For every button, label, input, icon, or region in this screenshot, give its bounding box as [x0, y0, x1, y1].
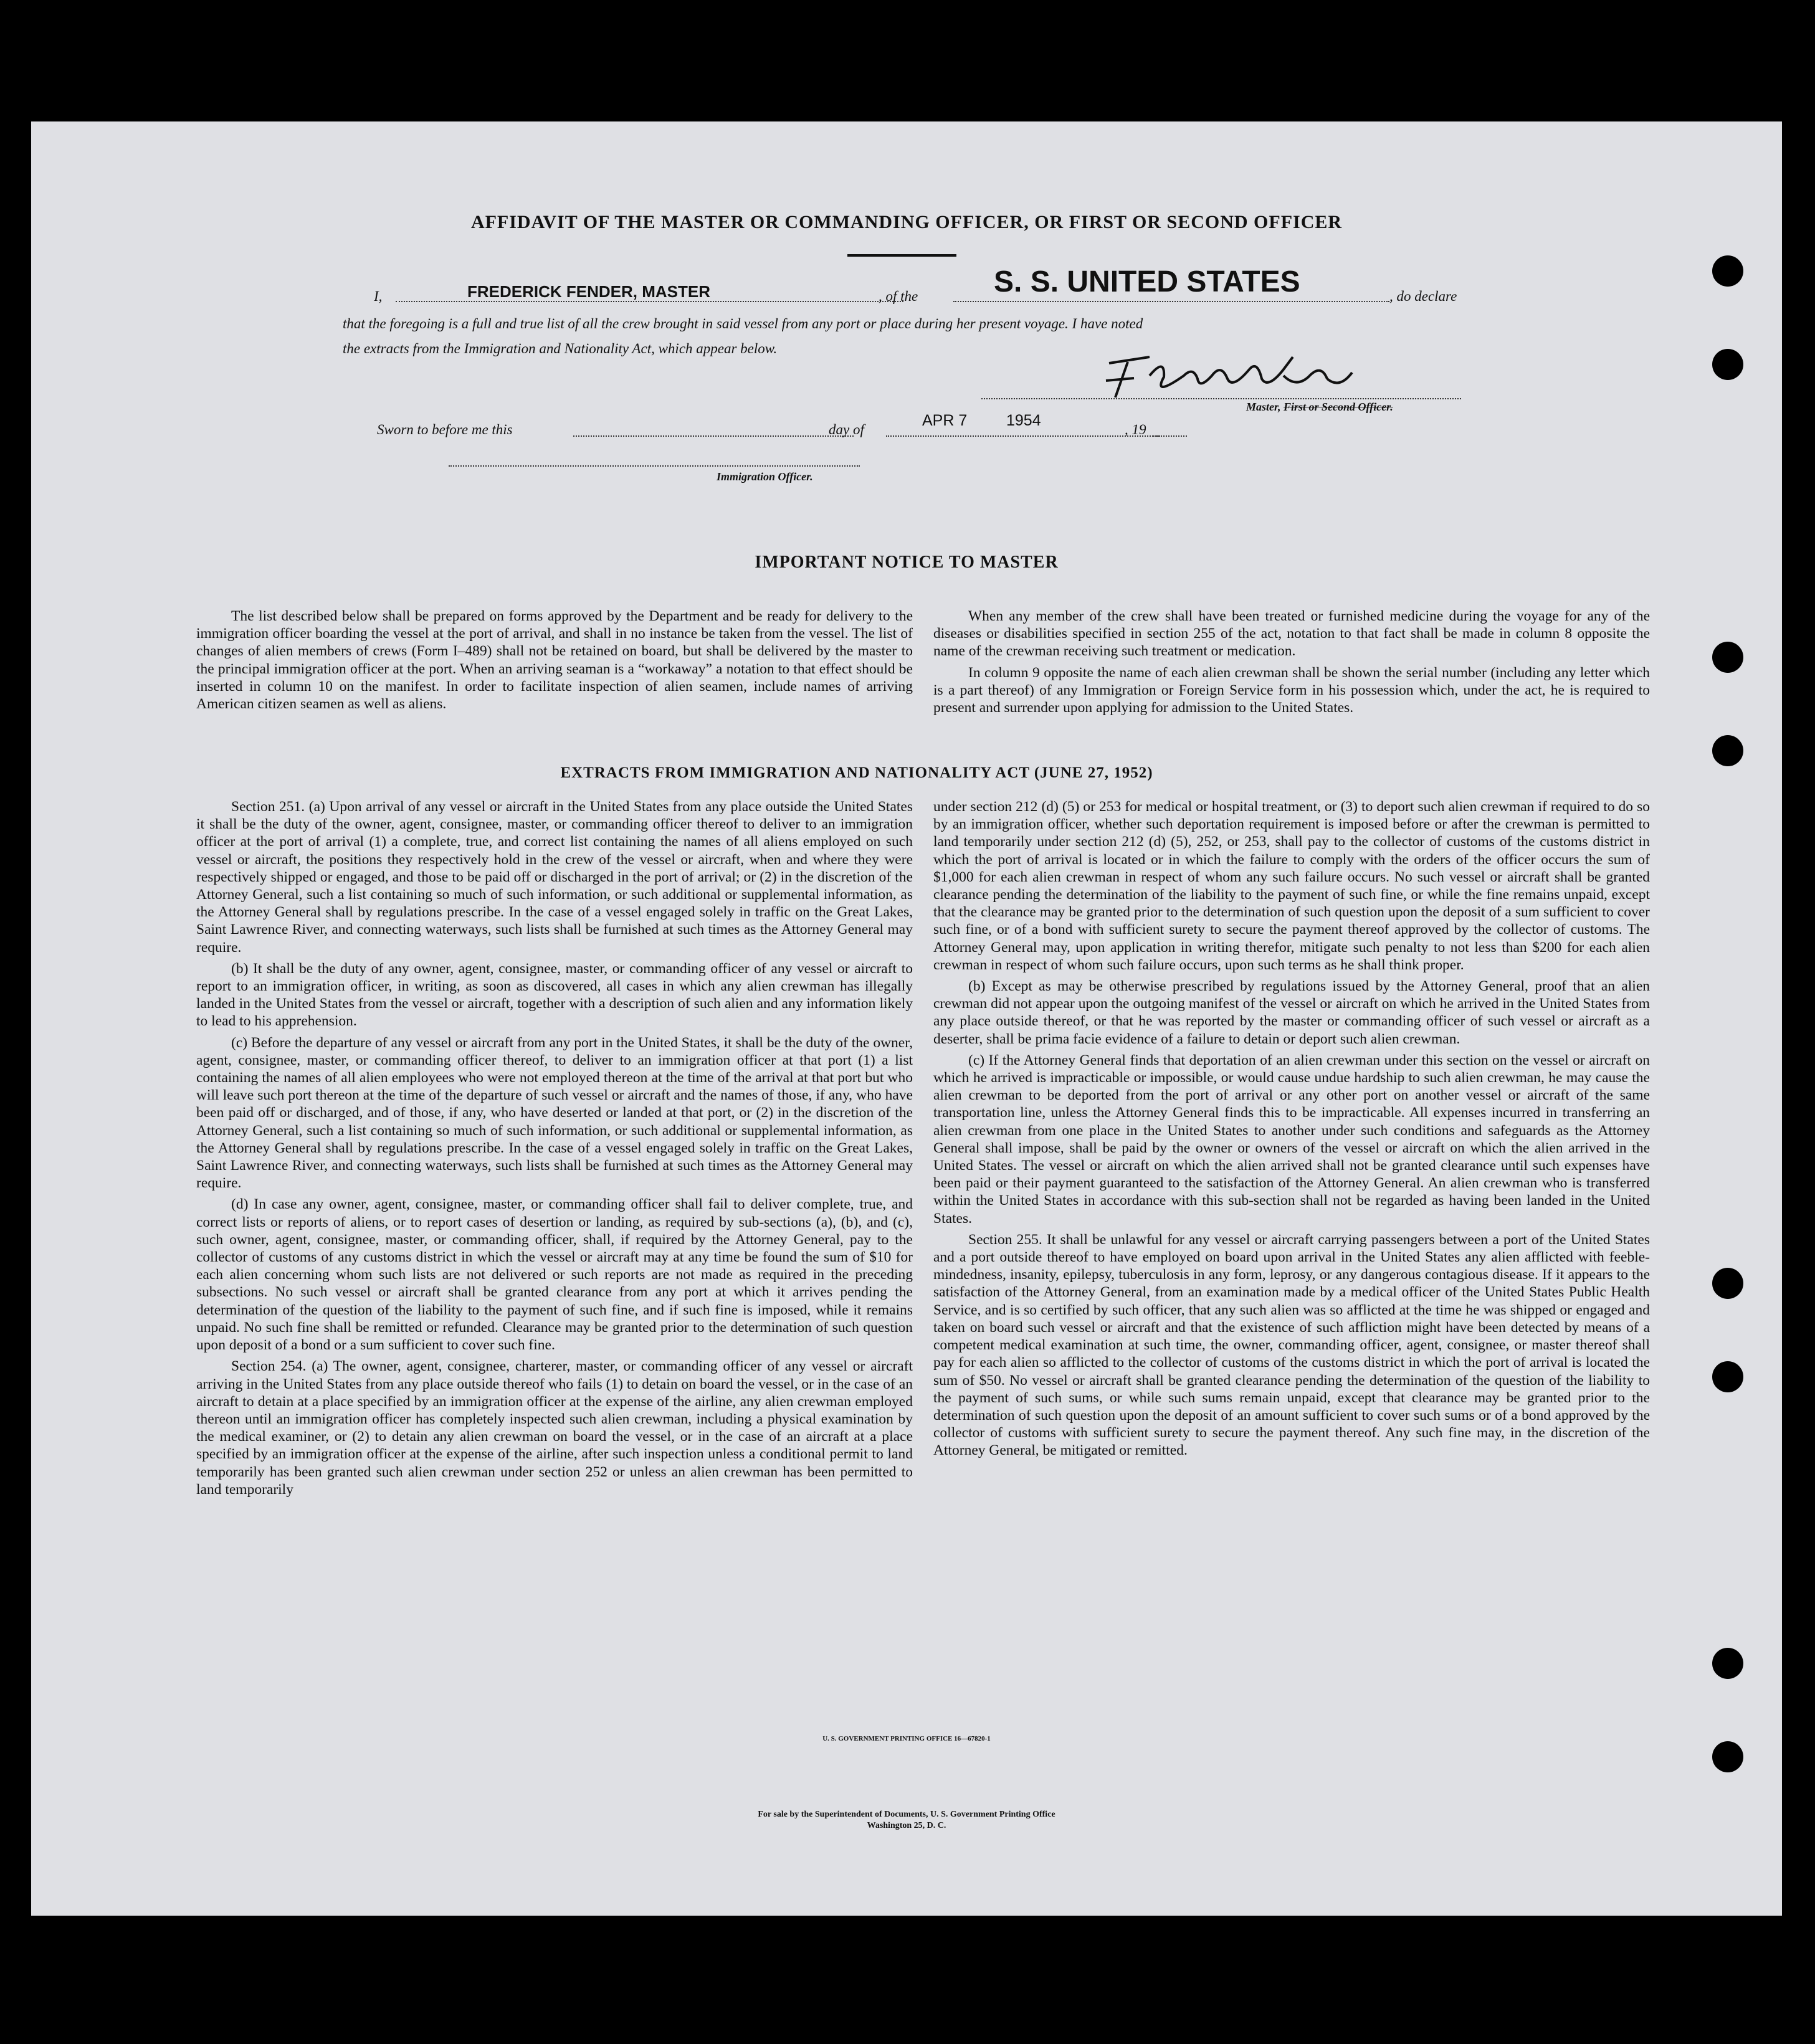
- binder-hole: [1712, 255, 1743, 287]
- declaration-line-1: that the foregoing is a full and true list of all the crew brought in said vessel from any port or place during her present voyage. I have noted: [343, 316, 1143, 331]
- binder-hole: [1712, 1268, 1743, 1299]
- sale-line-1: For sale by the Superintendent of Documents, U. S. Government Printing Office: [758, 1810, 1055, 1819]
- notice-right-paragraph-2: In column 9 opposite the name of each alien crewman shall be shown the serial number (including any letter which is a part thereof) of any Immigration or Foreign Service form in his possession which, under the act, he is required to present and surrender upon applying for admission to the United States.: [933, 664, 1650, 716]
- binder-hole: [1712, 349, 1743, 380]
- master-name: FREDERICK FENDER, MASTER: [467, 282, 711, 301]
- date-stamp-year: 1954: [1006, 412, 1041, 429]
- extracts-left-column: [196, 798, 913, 1502]
- sworn-year-field: [1153, 421, 1187, 437]
- binder-hole: [1712, 642, 1743, 673]
- extract-paragraph: Section 254. (a) The owner, agent, consignee, charterer, master, or commanding officer of any vessel or aircraft arriving in the United States from any place outside thereof who fails (1) to detain on board the vessel, or in the case of an aircraft to detain at a place specified by an immigration officer at the expense of the airline, any alien crewman employed thereon until an immigration officer has completely inspected such alien crewman, including a physical examination by the medical examiner, or (2) to detain any alien crewman on board the vessel, or in the case of an aircraft at a place specified by an immigration officer at the expense of the airline, after such inspection unless a conditional permit to land temporarily has been granted such alien crewman under section 252 or unless an alien crewman has been permitted to land temporarily: [196, 1358, 913, 1498]
- document-page: [31, 121, 1782, 1916]
- extracts-right-column: [933, 798, 1650, 1463]
- notice-title: IMPORTANT NOTICE TO MASTER: [755, 553, 1059, 572]
- date-stamp-month: APR 7: [922, 412, 968, 429]
- vessel-name: S. S. UNITED STATES: [994, 265, 1300, 298]
- officer-signature-line: [449, 463, 860, 467]
- extract-paragraph: (c) Before the departure of any vessel or aircraft from any port in the United States, it shall be the duty of the owner, agent, consignee, master, or commanding officer thereof, to deliver to an immigration officer at that port (1) a list containing the names of all alien employees who were not employed thereon at the time of the arrival at that port but who will leave such port thereon at the time of the departure of such vessel or aircraft and the names of those, if any, who have been paid off or discharged, and of those, if any, who have deserted or landed at that port, or (2) in the discretion of the Attorney General, such a list containing so much of such information, or such additional or supplemental information, as the Attorney General shall by regulations prescribe. In the case of a vessel engaged solely in traffic on the Great Lakes, Saint Lawrence River, and connecting waterways, such lists shall be furnished at such times as the Attorney General may require.: [196, 1034, 913, 1192]
- extracts-title: EXTRACTS FROM IMMIGRATION AND NATIONALITY ACT (JUNE 27, 1952): [560, 764, 1153, 781]
- notice-left-column: [196, 607, 913, 716]
- title-rule: [847, 254, 956, 257]
- extract-paragraph: (b) It shall be the duty of any owner, agent, consignee, master, or commanding officer of any vessel or aircraft to report to an immigration officer, in writing, as soon as discovered, all cases in which any alien crewman has illegally landed in the United States from the vessel or aircraft, together with a description of such alien and any information likely to lead to his apprehension.: [196, 960, 913, 1030]
- sworn-label: Sworn to before me this: [377, 422, 513, 437]
- sworn-day-field: [573, 421, 854, 437]
- binder-hole: [1712, 1361, 1743, 1392]
- extract-paragraph: (b) Except as may be otherwise prescribed by regulations issued by the Attorney General, proof that an alien crewman did not appear upon the outgoing manifest of the vessel or aircraft on which he arrived in the United States from any place outside thereof, or that he was reported by the master or commanding officer of such vessel or aircraft as a deserter, shall be prima facie evidence of a failure to detain or deport such alien crewman.: [933, 978, 1650, 1047]
- notice-right-paragraph-1: When any member of the crew shall have been treated or furnished medicine during the voyage for any of the diseases or disabilities specified in section 255 of the act, notation to that fact shall be made in column 8 opposite the name of the crewman receiving such treatment or medication.: [933, 608, 1650, 660]
- extract-paragraph: Section 255. It shall be unlawful for any vessel or aircraft carrying passengers between a port of the United States and a port outside thereof to have employed on board upon arrival in the United States any alien afflicted with feeble-mindedness, insanity, epilepsy, tuberculosis in any form, leprosy, or any dangerous contagious disease. If it appears to the satisfaction of the Attorney General, from an examination made by a medical officer of the United States Public Health Service, and is so certified by such officer, that any such alien was so afflicted at the time he was shipped or engaged and taken on board such vessel or aircraft and that the existence of such affliction might have been detected by means of a competent medical examination at such time, the owner, commanding officer, agent, consignee, or master thereof shall pay for each alien so afflicted to the collector of customs of the customs district in which the port of arrival is located the sum of $50. No vessel or aircraft shall be granted clearance pending the determination of the question of the liability to the payment of such sums, or while such sums remain unpaid, except that clearance may be granted prior to the determination of such question upon the deposit of an amount sufficient to cover such sums or of a bond approved by the collector of customs with sufficient surety to secure the payment thereof. Any such fine may, in the discretion of the Attorney General, be mitigated or remitted.: [933, 1231, 1650, 1459]
- do-declare-label: , do declare: [1389, 288, 1457, 304]
- signer-caption-main: Master,: [1246, 401, 1281, 413]
- i-label: I,: [374, 288, 383, 304]
- binder-hole: [1712, 1648, 1743, 1679]
- officer-caption: Immigration Officer.: [717, 470, 813, 483]
- sale-line-2: Washington 25, D. C.: [867, 1821, 946, 1830]
- affidavit-title: AFFIDAVIT OF THE MASTER OR COMMANDING OFFICER, OR FIRST OR SECOND OFFICER: [470, 212, 1343, 232]
- printing-office-line: U. S. GOVERNMENT PRINTING OFFICE 16—67820-1: [822, 1735, 991, 1742]
- binder-hole: [1712, 1741, 1743, 1772]
- notice-left-paragraph: The list described below shall be prepared on forms approved by the Department and be ready for delivery to the immigration officer boarding the vessel at the port of arrival, and shall in no instance be taken from the vessel. The list of changes of alien members of crews (Form I–489) shall not be retained on board, but shall be delivered by the master to the principal immigration officer at the port. When an arriving seaman is a “workaway” a notation to that effect should be inserted in column 10 on the manifest. In order to facilitate inspection of alien seamen, include names of arriving American citizen seamen as well as aliens.: [196, 608, 913, 713]
- notice-right-column: [933, 607, 1650, 720]
- extract-paragraph: Section 251. (a) Upon arrival of any vessel or aircraft in the United States from any place outside the United States it shall be the duty of the owner, agent, consignee, master, or commanding officer thereof to deliver to an immigration officer at the port of arrival (1) a complete, true, and correct list containing the names of all aliens employed on such vessel or aircraft, the positions they respectively hold in the crew of the vessel or aircraft, when and where they were respectively shipped or engaged, and those to be paid off or discharged in the port of arrival; or (2) in the discretion of the Attorney General, such a list containing so much of such information, or such additional or supplemental information, as the Attorney General shall by regulations prescribe. In the case of a vessel engaged solely in traffic on the Great Lakes, Saint Lawrence River, and connecting waterways, such lists shall be furnished at such times as the Attorney General may require.: [196, 799, 913, 956]
- binder-hole: [1712, 735, 1743, 766]
- extract-paragraph: (c) If the Attorney General finds that deportation of an alien crewman under this section on the vessel or aircraft on which he arrived is impracticable or impossible, or would cause undue hardship to such alien crewman, he may cause the alien crewman to be deported from the port of arrival or any other port on another vessel or aircraft of the same transportation line, unless the Attorney General finds this to be impracticable. All expenses incurred in transferring an alien crewman from one place in the United States to another under such conditions and safeguards as the Attorney General shall impose, shall be paid by the owner or owners of the vessel or aircraft on which the alien arrived in the United States. The vessel or aircraft on which the alien arrived shall not be granted clearance until such expenses have been paid or their payment guaranteed to the satisfaction of the Attorney General. An alien crewman who is transferred within the United States in accordance with this sub-section shall not be regarded as having been landed in the United States.: [933, 1052, 1650, 1227]
- extract-paragraph: (d) In case any owner, agent, consignee, master, or commanding officer shall fail to deliver complete, true, and correct lists or reports of aliens, or to report cases of desertion or landing, as required by sub-sections (a), (b), and (c), such owner, agent, consignee, master, or commanding officer, shall, if required by the Attorney General, pay to the collector of customs of any customs district in which the vessel or aircraft may at any time be found the sum of $10 for each alien concerning whom such lists are not delivered or such reports are not made as required in the preceding subsections. No such vessel or aircraft shall be granted clearance from any port at which it arrives pending the determination of the question of the liability to the payment of such fine, and if such fine is imposed, while it remains unpaid. No such fine shall be remitted or refunded. Clearance may be granted prior to the determination of such question upon deposit of a bond or a sum sufficient to cover such fine.: [196, 1196, 913, 1354]
- day-of-label: day of: [829, 422, 864, 437]
- extract-paragraph: under section 212 (d) (5) or 253 for medical or hospital treatment, or (3) to deport such alien crewman if required to do so by an immigration officer, whether such deportation requirement is imposed before or after the crewman is permitted to land temporarily under section 212 (d) (5), 252, or 253, shall pay to the collector of customs of the customs district in which the port of arrival is located or in which the failure to comply with the orders of the officer occurs the sum of $1,000 for each alien crewman in respect of whom any such failure occurs. No such vessel or aircraft shall be granted clearance pending the determination of the liability to the payment of such fine, or while the fine remains unpaid, except that the clearance may be granted prior to the determination of such question upon the deposit of a sum sufficient to cover such fine, or of a bond with sufficient surety to secure the payment thereof approved by the collector of customs. The Attorney General may, upon application in writing therefor, mitigate such penalty to not less than $200 for each alien crewman in respect of whom such failure occurs, upon such terms as he shall think proper.: [933, 799, 1650, 973]
- of-the-label: , of the: [879, 288, 918, 304]
- year-prefix: , 19: [1125, 422, 1146, 437]
- signer-caption: [1246, 401, 1393, 414]
- signature-image: [1090, 351, 1383, 407]
- declaration-line-2: the extracts from the Immigration and Nationality Act, which appear below.: [343, 341, 778, 356]
- signer-caption-struck: First or Second Officer.: [1284, 401, 1393, 413]
